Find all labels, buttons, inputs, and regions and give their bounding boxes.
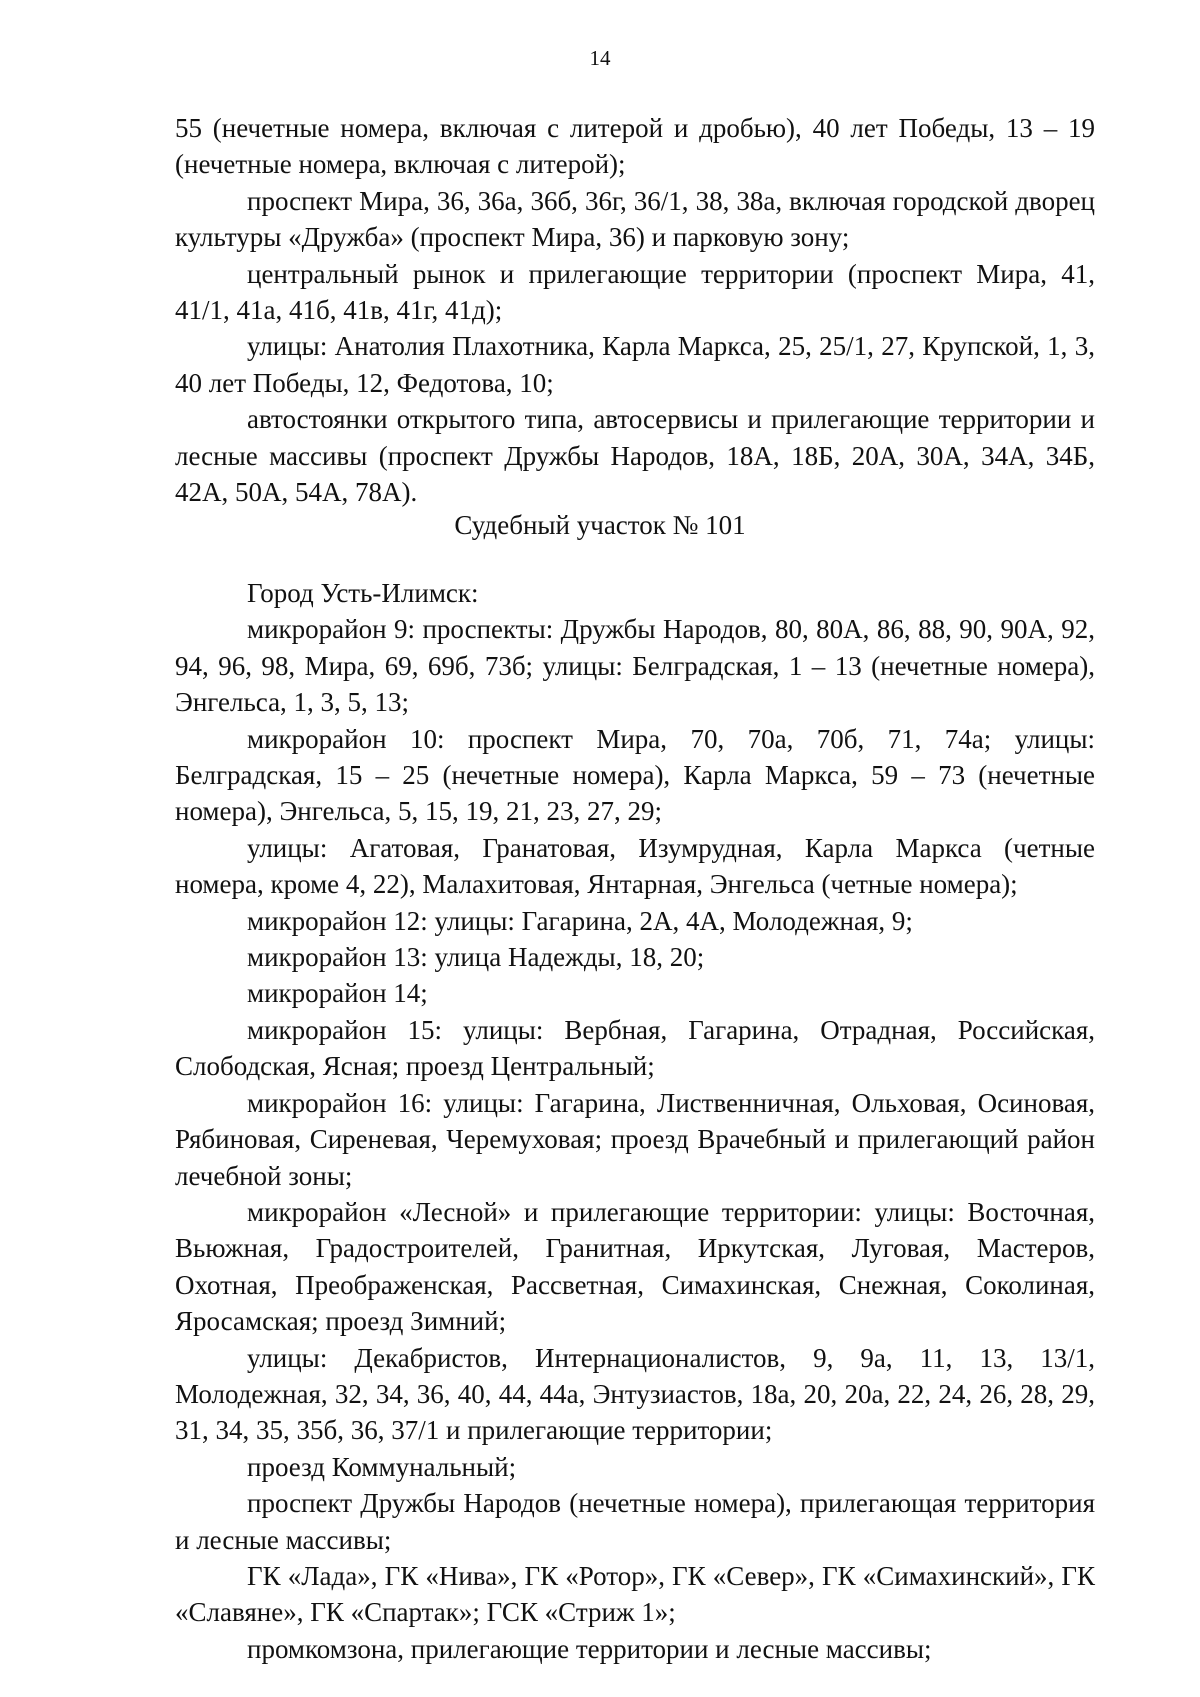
- paragraph: микрорайон «Лесной» и прилегающие территории: улицы: Восточная, Вьюжная, Градостроителей, Гранитная, Иркутская, Луговая, Мастеров, Охотная, Преображенская, Рассветная, Симахинская, Снежная, Соколиная, Яросамская; проезд Зимний;: [175, 1196, 1095, 1337]
- city-heading: Город Усть-Илимск:: [247, 578, 479, 608]
- section-heading: Судебный участок № 101: [454, 510, 746, 540]
- paragraph: микрорайон 10: проспект Мира, 70, 70а, 70б, 71, 74а; улицы: Белградская, 15 – 25 (нечетные номера), Карла Маркса, 59 – 73 (нечетные номера), Энгельса, 5, 15, 19, 21, 23, 27, 29;: [175, 723, 1095, 827]
- paragraph: микрорайон 16: улицы: Гагарина, Лиственничная, Ольховая, Осиновая, Рябиновая, Сиреневая, Черемуховая; проезд Врачебный и прилегающий район лечебной зоны;: [175, 1087, 1095, 1191]
- paragraph: проезд Коммунальный;: [247, 1451, 517, 1482]
- paragraph: улицы: Декабристов, Интернационалистов, 9, 9а, 11, 13, 13/1, Молодежная, 32, 34, 36, 40, 44, 44а, Энтузиастов, 18а, 20, 20а, 22, 24, 26, 28, 29, 31, 34, 35, 35б, 36, 37/1 и прилегающие территории;: [175, 1342, 1095, 1446]
- paragraph: микрорайон 14;: [247, 978, 428, 1009]
- paragraph: микрорайон 9: проспекты: Дружбы Народов, 80, 80А, 86, 88, 90, 90А, 92, 94, 96, 98, Мира, 69, 69б, 73б; улицы: Белградская, 1 – 13 (нечетные номера), Энгельса, 1, 3, 5, 13;: [175, 614, 1095, 718]
- paragraph: проспект Мира, 36, 36а, 36б, 36г, 36/1, 38, 38а, включая городской дворец культуры «Дружба» (проспект Мира, 36) и парковую зону;: [175, 185, 1095, 253]
- paragraph: автостоянки открытого типа, автосервисы и прилегающие территории и лесные массивы (проспект Дружбы Народов, 18А, 18Б, 20А, 30А, 34А, 34Б, 42А, 50А, 54А, 78А).: [175, 404, 1095, 508]
- page-number: 14: [589, 46, 611, 70]
- paragraph: 55 (нечетные номера, включая с литерой и дробью), 40 лет Победы, 13 – 19 (нечетные номера, включая с литерой);: [175, 113, 1095, 180]
- paragraph: промкомзона, прилегающие территории и лесные массивы;: [247, 1633, 932, 1664]
- paragraph: микрорайон 13: улица Надежды, 18, 20;: [247, 942, 705, 973]
- paragraph: улицы: Анатолия Плахотника, Карла Маркса, 25, 25/1, 27, Крупской, 1, 3, 40 лет Победы, 12, Федотова, 10;: [175, 331, 1095, 398]
- paragraph: улицы: Агатовая, Гранатовая, Изумрудная, Карла Маркса (четные номера, кроме 4, 22), Малахитовая, Янтарная, Энгельса (четные номера);: [175, 832, 1095, 900]
- paragraph: центральный рынок и прилегающие территории (проспект Мира, 41, 41/1, 41а, 41б, 41в, 41г, 41д);: [175, 258, 1095, 326]
- paragraph: микрорайон 15: улицы: Вербная, Гагарина, Отрадная, Российская, Слободская, Ясная; проезд Центральный;: [175, 1014, 1095, 1082]
- paragraph: микрорайон 12: улицы: Гагарина, 2А, 4А, Молодежная, 9;: [247, 905, 913, 936]
- paragraph: ГК «Лада», ГК «Нива», ГК «Ротор», ГК «Север», ГК «Симахинский», ГК «Славяне», ГК «Спартак»; ГСК «Стриж 1»;: [175, 1560, 1095, 1628]
- section-text-block: [175, 575, 1095, 1667]
- paragraph: проспект Дружбы Народов (нечетные номера), прилегающая территория и лесные массивы;: [175, 1488, 1095, 1555]
- top-text-block: [175, 110, 1095, 510]
